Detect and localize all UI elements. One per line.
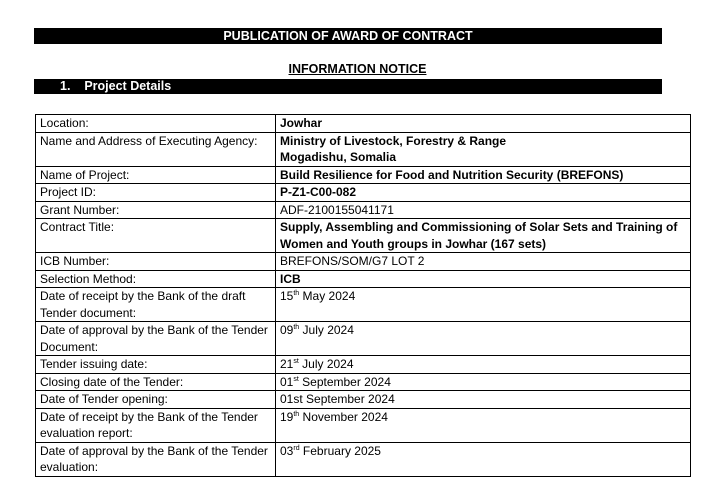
date-day: 09 <box>280 323 294 337</box>
row-value: ADF-2100155041171 <box>276 201 691 219</box>
date-rest: July 2024 <box>298 357 354 371</box>
table-row <box>36 201 691 219</box>
date-suffix: st <box>293 358 299 365</box>
date-suffix: st <box>293 375 299 383</box>
row-value: Jowhar <box>276 115 691 133</box>
row-value <box>276 442 691 476</box>
date-day: 01 <box>280 374 294 389</box>
date-rest: July 2024 <box>299 323 354 337</box>
table-row <box>36 166 691 184</box>
information-notice-heading: INFORMATION NOTICE <box>288 62 427 76</box>
date-day: 19 <box>280 409 294 424</box>
section-number: 1. <box>60 79 71 93</box>
date-day: 03 <box>280 443 294 458</box>
date-rest: September 2024 <box>298 374 391 389</box>
row-label: Contract Title: <box>36 219 276 253</box>
table-row <box>36 115 691 133</box>
date-rest: November 2024 <box>299 409 388 424</box>
row-label: Name and Address of Executing Agency: <box>36 132 276 166</box>
row-label: ICB Number: <box>36 253 276 271</box>
row-label: Location: <box>36 115 276 133</box>
row-value: BREFONS/SOM/G7 LOT 2 <box>276 253 691 271</box>
date-suffix: rd <box>293 444 300 452</box>
row-value <box>276 322 691 356</box>
table-row <box>36 132 691 166</box>
row-value <box>276 356 691 374</box>
row-label: Project ID: <box>36 184 276 202</box>
project-details-table <box>35 114 691 477</box>
row-label: Date of approval by the Bank of the Tender Document: <box>36 322 276 356</box>
row-value <box>276 408 691 442</box>
agency-address: Mogadishu, Somalia <box>280 150 397 164</box>
date-day: 21 <box>280 357 294 371</box>
row-value: Supply, Assembling and Commissioning of Solar Sets and Training of Women and Youth groups in Jowhar (167 sets) <box>276 219 691 253</box>
table-row <box>36 219 691 253</box>
date-day: 15 <box>280 289 294 303</box>
row-label: Tender issuing date: <box>36 356 276 374</box>
date-rest: February 2025 <box>299 443 381 458</box>
table-row <box>36 288 691 322</box>
date-rest: May 2024 <box>299 289 356 303</box>
row-label: Selection Method: <box>36 270 276 288</box>
row-label: Date of approval by the Bank of the Tender evaluation: <box>36 442 276 476</box>
table-row <box>36 322 691 356</box>
table-row <box>36 270 691 288</box>
date-suffix: th <box>293 324 300 331</box>
row-label: Date of receipt by the Bank of the draft Tender document: <box>36 288 276 322</box>
row-value: ICB <box>276 270 691 288</box>
row-label: Grant Number: <box>36 201 276 219</box>
row-label: Date of receipt by the Bank of the Tender evaluation report: <box>36 408 276 442</box>
section-title: Project Details <box>84 79 172 93</box>
document-title: PUBLICATION OF AWARD OF CONTRACT <box>34 28 662 44</box>
row-label: Date of Tender opening: <box>36 391 276 409</box>
row-value <box>276 288 691 322</box>
row-label: Closing date of the Tender: <box>36 373 276 391</box>
row-value <box>276 373 691 391</box>
table-row <box>36 391 691 409</box>
row-value: 01st September 2024 <box>276 391 691 409</box>
table-row <box>36 408 691 442</box>
table-row <box>36 373 691 391</box>
row-value: Build Resilience for Food and Nutrition Security (BREFONS) <box>276 166 691 184</box>
section-heading <box>34 79 662 94</box>
table-row <box>36 184 691 202</box>
agency-name: Ministry of Livestock, Forestry & Range <box>280 133 507 148</box>
table-row <box>36 442 691 476</box>
date-suffix: th <box>293 290 300 297</box>
row-value <box>276 132 691 166</box>
date-suffix: th <box>293 410 300 418</box>
row-label: Name of Project: <box>36 166 276 184</box>
row-value: P-Z1-C00-082 <box>276 184 691 202</box>
table-row <box>36 253 691 271</box>
table-row <box>36 356 691 374</box>
